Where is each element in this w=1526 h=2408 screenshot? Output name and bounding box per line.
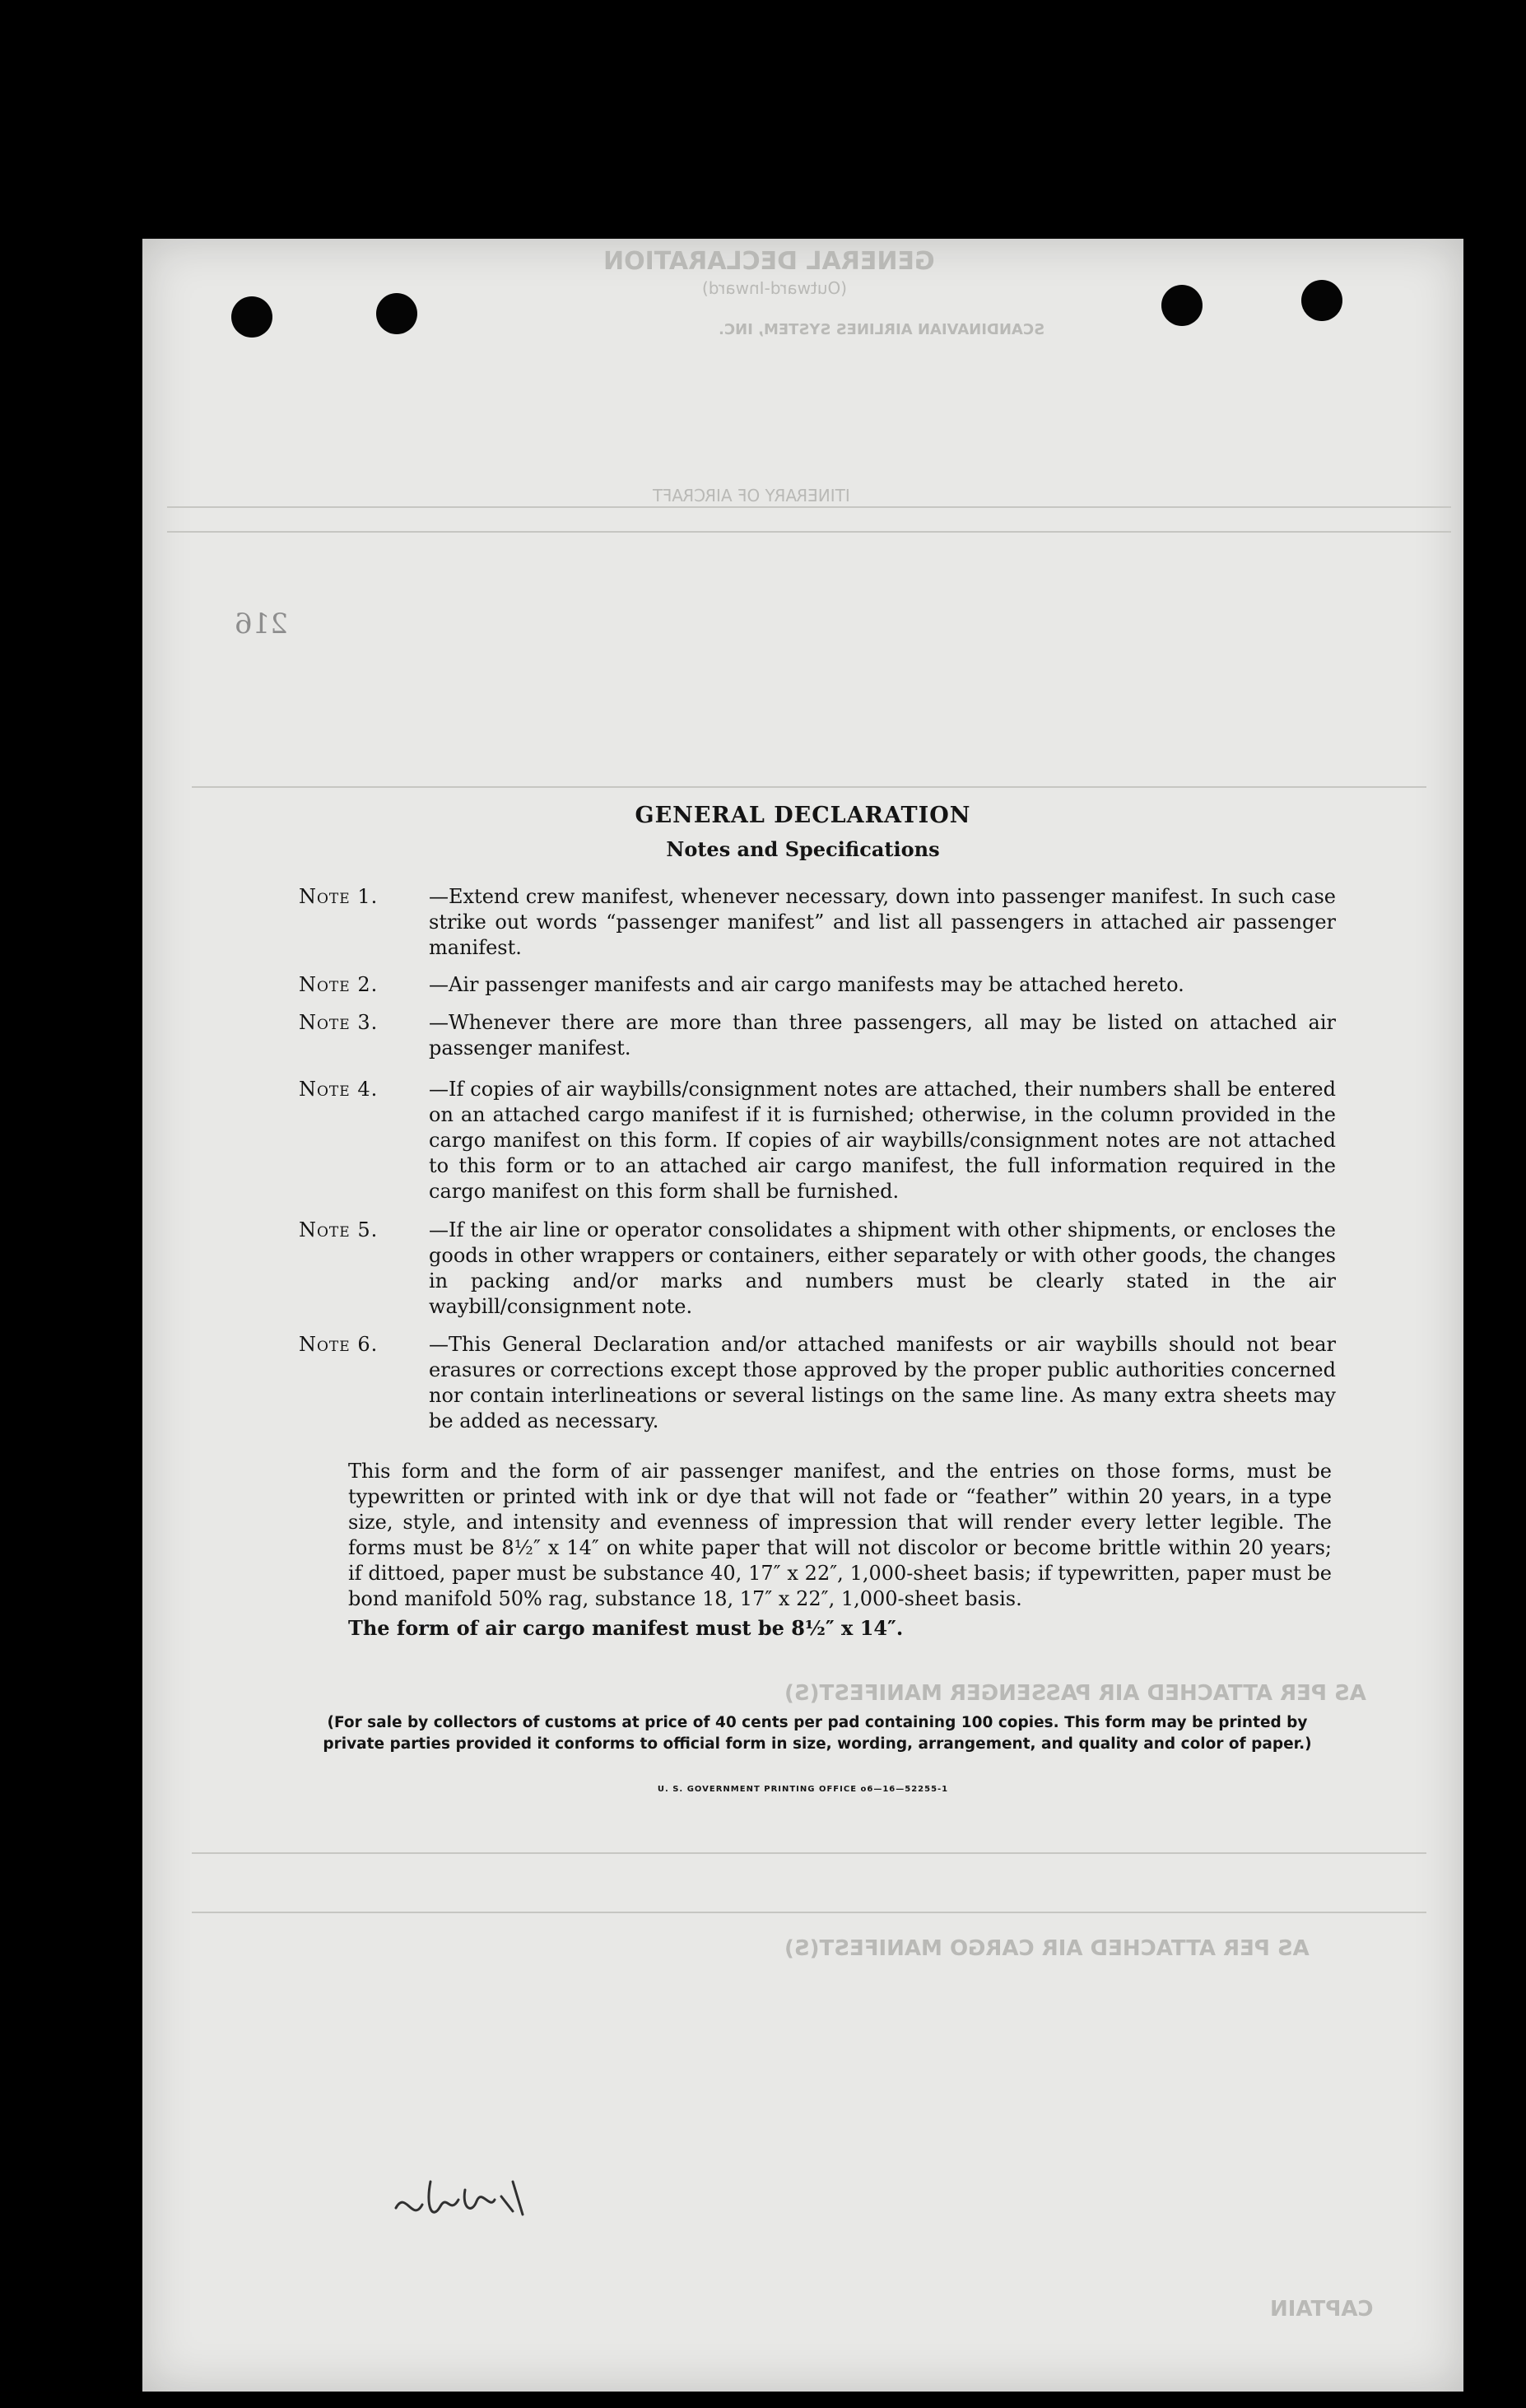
document-content — [142, 239, 1463, 2392]
note-4 — [299, 1077, 1336, 1204]
note-text-span: —If the air line or operator consolidates a shipment with other shipments, or encloses the goods in other wrappers or containers, either separately or with other goods, the changes in packing and/or marks and numbers must be clearly stated in the air waybill/consignment note. — [429, 1218, 1336, 1318]
note-6 — [299, 1332, 1336, 1434]
note-text-span: —If copies of air waybills/consignment notes are attached, their numbers shall be entered on an attached cargo manifest if it is furnished; otherwise, in the column provided in the cargo manifest on this form. If copies of air waybills/consignment notes are not attached to this form or to an attached air cargo manifest, the full information required in the cargo manifest on this form shall be furnished. — [429, 1078, 1336, 1203]
note-text-span: —Extend crew manifest, whenever necessary, down into passenger manifest. In such case strike out words “passenger manifest” and list all passengers in attached air passenger manifest. — [429, 885, 1336, 959]
show-through-header: GENERAL DECLARATION — [603, 247, 935, 276]
printer-line: U. S. GOVERNMENT PRINTING OFFICE o6—16—52255-1 — [657, 1785, 949, 1794]
show-through-captain: CAPTAIN — [1270, 2297, 1374, 2322]
note-text-span: —This General Declaration and/or attached manifests or air waybills should not bear erasures or corrections except those approved by the proper public authorities concerned nor contain interlineations or several listings on the same line. As many extra sheets may be added as necessary. — [429, 1333, 1336, 1432]
note-text — [429, 1218, 1336, 1320]
note-text-span: —Air passenger manifests and air cargo manifests may be attached hereto. — [429, 973, 1184, 996]
show-through-passenger-banner: AS PER ATTACHED AIR PASSENGER MANIFEST(S) — [784, 1681, 1366, 1706]
note-3 — [299, 1010, 1336, 1061]
note-label: Note 3. — [299, 1011, 379, 1034]
handwritten-signature — [389, 2157, 554, 2231]
note-label: Note 4. — [299, 1078, 379, 1101]
note-2 — [299, 972, 1336, 998]
stamp-number: 216 — [235, 608, 288, 640]
note-5 — [299, 1218, 1336, 1320]
note-text-span: —Whenever there are more than three passengers, all may be listed on attached air passenger manifest. — [429, 1011, 1336, 1060]
note-label: Note 1. — [299, 885, 379, 908]
note-text — [429, 884, 1336, 961]
note-label: Note 5. — [299, 1218, 379, 1241]
show-through-airline: SCANDINAVIAN AIRLINES SYSTEM, INC. — [719, 321, 1045, 338]
form-requirements-paragraph: This form and the form of air passenger manifest, and the entries on those forms, must be typewritten or printed with ink or dye that will not fade or “feather” within 20 years, in a type size, style, and intensity and evenness of impression that will render every letter legible. The forms must be 8½″ x 14″ on white paper that will not discolor or become brittle within 20 years; if dittoed, paper must be substance 40, 17″ x 22″, 1,000-sheet basis; if typewritten, paper must be bond manifold 50% rag, substance 18, 17″ x 22″, 1,000-sheet basis. — [348, 1460, 1332, 1610]
note-label: Note 2. — [299, 973, 379, 996]
note-text — [429, 972, 1336, 998]
sale-notice: (For sale by collectors of customs at price of 40 cents per pad containing 100 copies. This form may be printed by private parties provided it conforms to official form in size, wording, arrangement, and quality and color of paper.) — [323, 1714, 1312, 1753]
cargo-manifest-size-line: The form of air cargo manifest must be 8½″ x 14″. — [348, 1616, 904, 1640]
document-title: GENERAL DECLARATION — [635, 803, 971, 828]
show-through-subheader: (Outward-Inward) — [702, 278, 848, 298]
document-subtitle: Notes and Specifications — [666, 837, 940, 861]
note-label: Note 6. — [299, 1333, 379, 1356]
note-text — [429, 1077, 1336, 1204]
note-text — [429, 1332, 1336, 1434]
note-text — [429, 1010, 1336, 1061]
show-through-cargo-banner: AS PER ATTACHED AIR CARGO MANIFEST(S) — [784, 1936, 1310, 1961]
show-through-itinerary: ITINERARY OF AIRCRAFT — [653, 486, 850, 505]
note-1 — [299, 884, 1336, 961]
document-sheet — [142, 239, 1463, 2392]
